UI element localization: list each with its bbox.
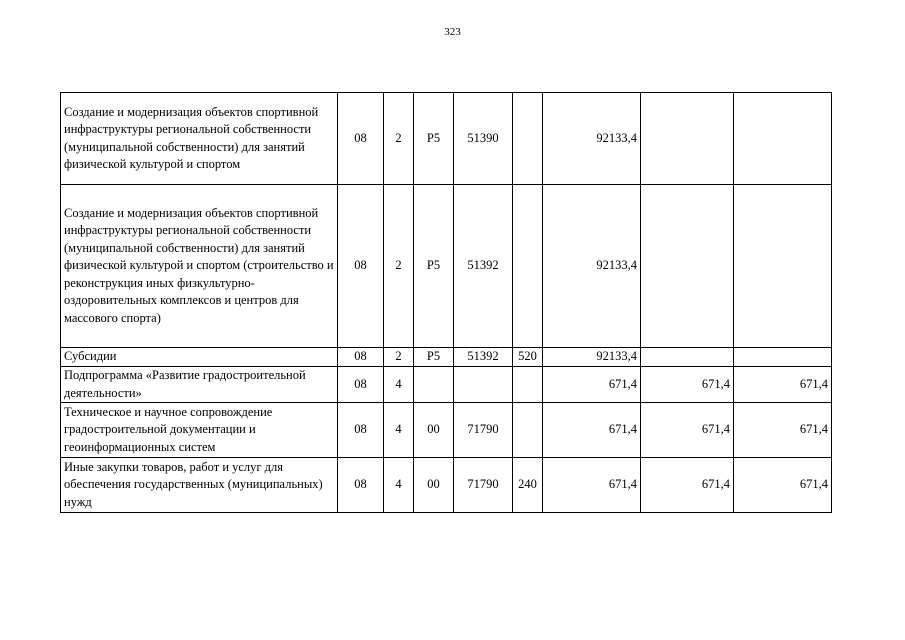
page-number: 323 <box>444 26 461 38</box>
table-row <box>61 458 832 513</box>
table-row <box>61 348 832 367</box>
subprogram-cell: Р5 <box>414 348 454 367</box>
table-row <box>61 185 832 348</box>
budget-table <box>60 92 832 513</box>
row-name: Иные закупки товаров, работ и услуг для обеспечения государственных (муниципальных) нужд <box>61 458 338 513</box>
section-cell: 08 <box>338 458 384 513</box>
expense-type-cell <box>513 403 543 458</box>
year3-amount: 671,4 <box>734 458 832 513</box>
row-name: Создание и модернизация объектов спортивной инфраструктуры региональной собственности (муниципальной собственности) для занятий физической культурой и спортом (строительство и реконструкция иных физкультурно-оздоровительных комплексов и центров для массового спорта) <box>61 185 338 348</box>
year2-amount: 671,4 <box>641 403 734 458</box>
year3-amount: 671,4 <box>734 403 832 458</box>
direction-cell <box>454 367 513 403</box>
table-row <box>61 403 832 458</box>
row-name: Подпрограмма «Развитие градостроительной деятельности» <box>61 367 338 403</box>
direction-cell: 71790 <box>454 403 513 458</box>
year1-amount: 92133,4 <box>543 93 641 185</box>
expense-type-cell <box>513 367 543 403</box>
year1-amount: 671,4 <box>543 458 641 513</box>
year1-amount: 671,4 <box>543 403 641 458</box>
year2-amount <box>641 185 734 348</box>
direction-cell: 51392 <box>454 348 513 367</box>
subprogram-cell: 00 <box>414 403 454 458</box>
direction-cell: 51392 <box>454 185 513 348</box>
row-name: Создание и модернизация объектов спортивной инфраструктуры региональной собственности (муниципальной собственности) для занятий физической культурой и спортом <box>61 93 338 185</box>
expense-type-cell <box>513 93 543 185</box>
direction-cell: 51390 <box>454 93 513 185</box>
year2-amount: 671,4 <box>641 458 734 513</box>
subprogram-cell: Р5 <box>414 93 454 185</box>
year3-amount: 671,4 <box>734 367 832 403</box>
row-name: Техническое и научное сопровождение градостроительной документации и геоинформационных систем <box>61 403 338 458</box>
subprogram-cell: 00 <box>414 458 454 513</box>
row-name: Субсидии <box>61 348 338 367</box>
program-cell: 2 <box>384 93 414 185</box>
direction-cell: 71790 <box>454 458 513 513</box>
year1-amount: 92133,4 <box>543 185 641 348</box>
table-row <box>61 93 832 185</box>
section-cell: 08 <box>338 348 384 367</box>
expense-type-cell: 520 <box>513 348 543 367</box>
expense-type-cell: 240 <box>513 458 543 513</box>
program-cell: 4 <box>384 367 414 403</box>
subprogram-cell: Р5 <box>414 185 454 348</box>
section-cell: 08 <box>338 185 384 348</box>
year3-amount <box>734 93 832 185</box>
year2-amount <box>641 348 734 367</box>
section-cell: 08 <box>338 403 384 458</box>
expense-type-cell <box>513 185 543 348</box>
section-cell: 08 <box>338 367 384 403</box>
program-cell: 2 <box>384 348 414 367</box>
program-cell: 2 <box>384 185 414 348</box>
table-row <box>61 367 832 403</box>
subprogram-cell <box>414 367 454 403</box>
year2-amount: 671,4 <box>641 367 734 403</box>
year1-amount: 671,4 <box>543 367 641 403</box>
section-cell: 08 <box>338 93 384 185</box>
program-cell: 4 <box>384 403 414 458</box>
year3-amount <box>734 185 832 348</box>
program-cell: 4 <box>384 458 414 513</box>
year3-amount <box>734 348 832 367</box>
year2-amount <box>641 93 734 185</box>
year1-amount: 92133,4 <box>543 348 641 367</box>
